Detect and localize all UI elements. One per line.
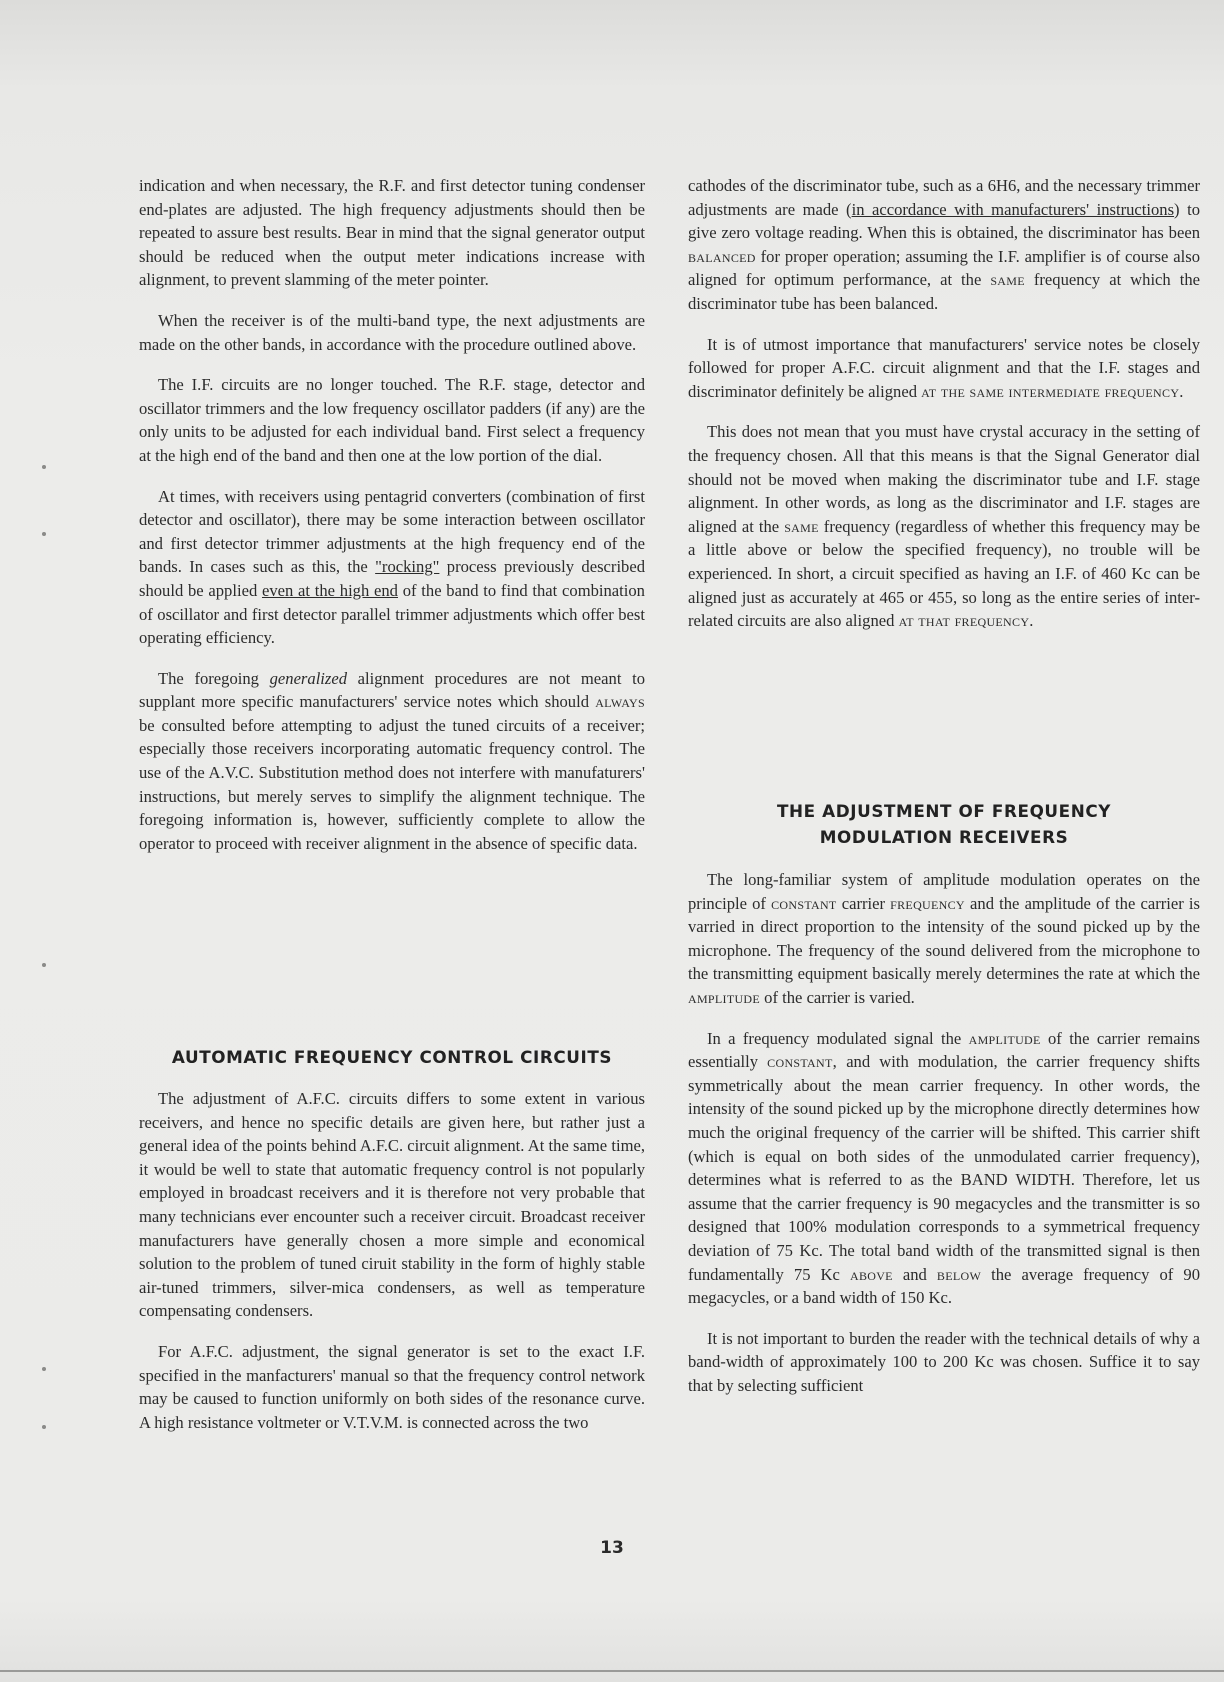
right-column-lower	[688, 868, 1200, 1414]
left-column-lower	[139, 1087, 645, 1451]
scan-speck	[42, 1425, 46, 1429]
small-caps-text: amplitude	[688, 987, 761, 1007]
small-caps-text: same	[784, 516, 819, 536]
small-caps-text: above	[849, 1264, 893, 1284]
underlined-text: in accordance with manufacturers' instructions	[851, 199, 1175, 219]
underlined-text: "rocking"	[375, 557, 440, 577]
paragraph: It is of utmost importance that manufacturers' service notes be closely followed for proper A.F.C. circuit alignment and that the I.F. stages and discriminator definitely be aligned at the same intermediate frequency.	[688, 334, 1200, 401]
left-column	[139, 174, 645, 872]
paragraph: For A.F.C. adjustment, the signal generator is set to the exact I.F. specified in the manfacturers' manual so that the frequency control network may be caused to function uniformly on both sides of the resonance curve. A high resistance voltmeter or V.T.V.M. is connected across the two	[139, 1341, 645, 1432]
bottom-edge-rule	[0, 1670, 1224, 1672]
small-caps-text: always	[595, 692, 645, 712]
heading-line: MODULATION RECEIVERS	[819, 827, 1069, 847]
paragraph: At times, with receivers using pentagrid converters (combination of first detector and oscillator), there may be some interaction between oscillator and first detector trimmer adjustments at the high frequency end of the bands. In cases such as this, the "rocking" process previously described should be applied even at the high end of the band to find that combination of oscillator and first detector parallel trimmer adjustments which offer best operating efficiency.	[139, 486, 646, 648]
paragraph: The foregoing generalized alignment procedures are not meant to supplant more specific manufacturers' service notes which should always be consulted before attempting to adjust the tuned circuits of a receiver; especially those receivers incorporating automatic frequency control. The use of the A.V.C. Substitution method does not interfere with manufaturers' instructions, but merely serves to simplify the alignment technique. The foregoing information is, however, sufficiently complete to allow the operator to proceed with receiver alignment in the absence of specific data.	[139, 668, 645, 853]
small-caps-text: at the same intermediate frequency.	[921, 381, 1184, 401]
paragraph: indication and when necessary, the R.F. and first detector tuning condenser end-plates are adjusted. The high frequency adjustments should then be repeated to assure best results. Bear in mind that the signal generator output should be reduced when the output meter indications increase with alignment, to prevent slamming of the meter pointer.	[139, 176, 645, 290]
section-heading-afc: AUTOMATIC FREQUENCY CONTROL CIRCUITS	[171, 1047, 613, 1067]
paragraph: The adjustment of A.F.C. circuits differs to some extent in various receivers, and hence no specific details are given here, but rather just a general idea of the points behind A.F.C. circuit alignment. At the same time, it would be well to state that automatic frequency control is not popularly employed in broadcast receivers and it is therefore not very probable that many technicians ever encounter such a receiver circuit. Broadcast receiver manufacturers have generally chosen a more simple and economical solution to the problem of tuned ciruit stability in the form of highly stable air-tuned trimmers, silver-mica condensers, as well as temperature compensating condensers.	[139, 1089, 645, 1321]
scan-speck	[42, 465, 46, 469]
small-caps-text: same	[990, 270, 1025, 290]
underlined-text: even at the high end	[261, 580, 398, 600]
section-heading-fm	[688, 798, 1200, 850]
heading-line: THE ADJUSTMENT OF FREQUENCY	[776, 801, 1112, 821]
small-caps-text: constant,	[767, 1052, 838, 1072]
small-caps-text: amplitude	[968, 1028, 1041, 1048]
paragraph: The I.F. circuits are no longer touched. The R.F. stage, detector and oscillator trimmers and the low frequency oscillator padders (if any) are the only units to be adjusted for each individual band. First select a frequency at the high end of the band and then one at the low portion of the dial.	[139, 375, 645, 465]
page-number: 13	[600, 1538, 624, 1558]
small-caps-text: frequency	[890, 893, 965, 913]
small-caps-text: below	[936, 1264, 982, 1284]
scan-speck	[42, 532, 46, 536]
paragraph: When the receiver is of the multi-band type, the next adjustments are made on the other bands, in accordance with the procedure outlined above.	[139, 310, 645, 354]
paragraph: It is not important to burden the reader with the technical details of why a band-width of approximately 100 to 200 Kc was chosen. Suffice it to say that by selecting sufficient	[688, 1328, 1200, 1395]
paragraph: This does not mean that you must have crystal accuracy in the setting of the frequency chosen. All that this means is that the Signal Generator dial should not be moved when making the discriminator tube and I.F. stage alignment. In other words, as long as the discriminator and I.F. stages are aligned at the same frequency (regardless of whether this frequency may be a little above or below the specified frequency), no trouble will be experienced. In short, a circuit specified as having an I.F. of 460 Kc can be aligned just as accurately at 465 or 455, so long as the entire series of inter-related circuits are also aligned at that frequency.	[688, 422, 1200, 631]
scan-speck	[42, 1367, 46, 1371]
small-caps-text: at that frequency.	[898, 611, 1034, 631]
paragraph: The long-familiar system of amplitude modulation operates on the principle of constant carrier frequency and the amplitude of the carrier is varried in direct proportion to the intensity of the sound picked up by the microphone. The frequency of the sound delivered from the microphone to the transmitting equipment basically merely determines the rate at which the amplitude of the carrier is varied.	[688, 870, 1200, 1007]
scan-speck	[42, 963, 46, 967]
small-caps-text: constant	[771, 893, 837, 913]
right-column	[688, 174, 1200, 650]
paragraph: cathodes of the discriminator tube, such as a 6H6, and the necessary trimmer adjustments are made (in accordance with manufacturers' instructions) to give zero voltage reading. When this is obtained, the discriminator has been balanced for proper operation; assuming the I.F. amplifier is of course also aligned for optimum performance, at the same frequency at which the discriminator tube has been balanced.	[688, 176, 1200, 313]
italic-text: generalized	[269, 668, 348, 688]
paragraph: In a frequency modulated signal the amplitude of the carrier remains essentially constant, and with modulation, the carrier frequency shifts symmetrically about the mean carrier frequency. In other words, the intensity of the sound picked up by the microphone directly determines how much the original frequency of the carrier will be shifted. This carrier shift (which is equal on both sides of the unmodulated carrier frequency), determines what is referred to as the BAND WIDTH. Therefore, let us assume that the carrier frequency is 90 megacycles and the transmitter is so designed that 100% modulation corresponds to a symmetrical frequency deviation of 75 Kc. The total band width of the transmitted signal is then fundamentally 75 Kc above and below the average frequency of 90 megacycles, or a band width of 150 Kc.	[688, 1028, 1200, 1308]
small-caps-text: balanced	[688, 246, 756, 266]
